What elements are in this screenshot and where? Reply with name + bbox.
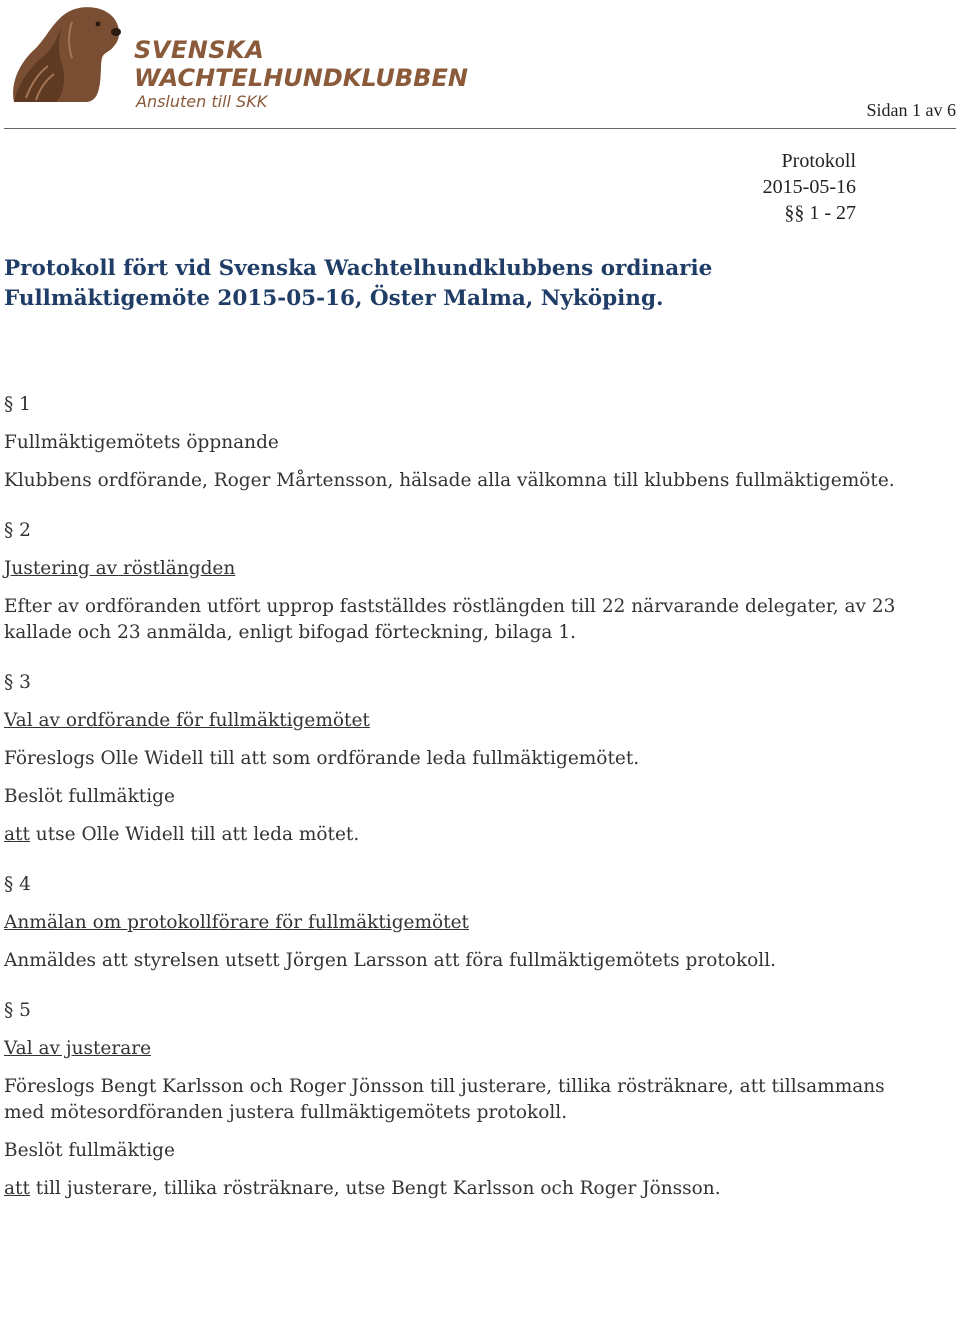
doc-type: Protokoll: [781, 150, 856, 172]
decision-rest: till justerare, tillika rösträknare, utse Bengt Karlsson och Roger Jönsson.: [29, 1178, 721, 1199]
decision-label: Beslöt fullmäktige: [4, 1140, 175, 1161]
section-heading: Fullmäktigemötets öppnande: [4, 432, 279, 453]
section-heading: Justering av röstlängden: [4, 558, 236, 579]
section-body: Klubbens ordförande, Roger Mårtensson, hälsade alla välkomna till klubbens fullmäktigemöte.: [4, 470, 895, 491]
dog-head-icon: [6, 2, 130, 108]
title-line-2: Fullmäktigemöte 2015-05-16, Öster Malma, Nyköping.: [4, 286, 664, 311]
page-header: [0, 0, 960, 120]
section-number: § 2: [4, 520, 31, 541]
section-body: Efter av ordföranden utfört upprop fastställdes röstlängden till 22 närvarande delegater, av 23 kallade och 23 anmälda, enligt bifogad förteckning, bilaga 1.: [4, 596, 896, 643]
section-4: [4, 872, 904, 974]
document-meta: [763, 148, 856, 226]
club-logo: [6, 2, 476, 111]
document-title: [4, 254, 712, 314]
section-number: § 3: [4, 672, 31, 693]
logo-line-svenska: SVENSKA: [134, 36, 265, 64]
decision-text: [4, 822, 904, 848]
att-keyword: att: [4, 824, 30, 845]
doc-paragraph-range: §§ 1 - 27: [784, 202, 856, 224]
section-5: [4, 998, 904, 1202]
page-number: Sidan 1 av 6: [866, 100, 956, 120]
decision-rest: utse Olle Widell till att leda mötet.: [29, 824, 360, 845]
logo-line-wachtelhundklubben: WACHTELHUNDKLUBBEN: [134, 64, 468, 92]
section-body: Föreslogs Olle Widell till att som ordförande leda fullmäktigemötet.: [4, 748, 640, 769]
decision-text: [4, 1176, 904, 1202]
section-heading: Val av ordförande för fullmäktigemötet: [4, 710, 370, 731]
header-divider: [4, 128, 956, 129]
section-2: [4, 518, 904, 646]
section-number: § 5: [4, 1000, 31, 1021]
section-body: Anmäldes att styrelsen utsett Jörgen Larsson att föra fullmäktigemötets protokoll.: [4, 950, 777, 971]
title-line-1: Protokoll fört vid Svenska Wachtelhundklubbens ordinarie: [4, 256, 713, 281]
section-heading: Val av justerare: [4, 1038, 152, 1059]
decision-label: Beslöt fullmäktige: [4, 786, 175, 807]
section-number: § 1: [4, 394, 31, 415]
logo-line-ansluten: Ansluten till SKK: [136, 92, 268, 111]
section-body: Föreslogs Bengt Karlsson och Roger Jönsson till justerare, tillika rösträknare, att tillsammans med mötesordföranden justera fullmäktigemötets protokoll.: [4, 1076, 885, 1123]
section-number: § 4: [4, 874, 31, 895]
att-keyword: att: [4, 1178, 30, 1199]
section-3: [4, 670, 904, 848]
section-heading: Anmälan om protokollförare för fullmäktigemötet: [4, 912, 469, 933]
doc-date: 2015-05-16: [762, 176, 856, 198]
section-1: [4, 392, 904, 494]
minutes-sections: [4, 392, 904, 1226]
